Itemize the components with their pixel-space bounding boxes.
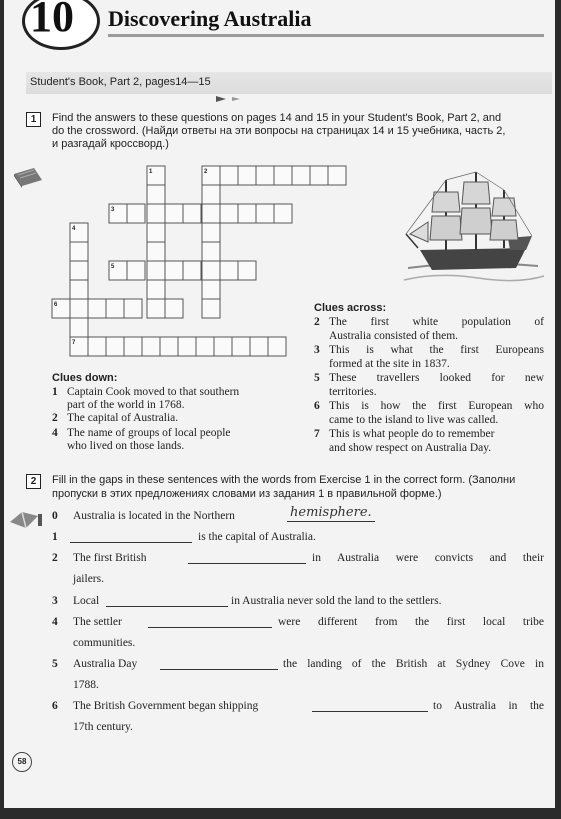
clue-number: 7	[314, 428, 320, 440]
answer-gap-5[interactable]	[160, 669, 278, 670]
clue-number: 4	[52, 427, 58, 439]
sentence-6-cont: 17th century.	[73, 721, 133, 733]
answer-gap-4[interactable]	[148, 627, 272, 628]
sentence-number: 4	[52, 616, 58, 628]
clue-text: This is how the first European who	[329, 400, 544, 412]
exercise-2-instruction-line-2: пропуски в этих предложениях словами из задания 1 в правильной форме.)	[52, 488, 442, 500]
exercise-1-instruction-line-1: Find the answers to these questions on pages 14 and 15 in your Student's Book, Part 2, and	[52, 112, 502, 124]
book-reference: Student's Book, Part 2, pages14—15	[30, 76, 211, 88]
clue-number: 6	[314, 400, 320, 412]
clue-text: The capital of Australia.	[67, 412, 179, 424]
sentence-text: to Australia in the	[433, 700, 544, 712]
sentence-text: were different from the first local tribe	[278, 616, 544, 628]
sentence-text: The British Government began shipping	[73, 700, 259, 712]
clues-across-heading: Clues across:	[314, 302, 387, 314]
clue-text: Australia consisted of them.	[329, 330, 459, 342]
answer-gap-3[interactable]	[106, 606, 228, 607]
crossword-number-4: 4	[72, 226, 76, 232]
clue-number: 5	[314, 372, 320, 384]
exercise-1-instruction-line-2: do the crossword. (Найди ответы на эти вопросы на страницах 14 и 15 учебника, часть 2,	[52, 125, 506, 137]
clue-text: who lived on those lands.	[67, 440, 185, 452]
clue-number: 2	[52, 412, 58, 424]
answer-gap-0	[287, 521, 375, 522]
answer-gap-2[interactable]	[188, 563, 306, 564]
sentence-text: in Australia were convicts and their	[312, 552, 544, 564]
crossword-number-7: 7	[72, 340, 76, 346]
sentence-number: 5	[52, 658, 58, 670]
clue-number: 1	[52, 386, 58, 398]
clue-number: 2	[314, 316, 320, 328]
sentence-2-cont: jailers.	[73, 573, 104, 585]
crossword-number-3: 3	[111, 207, 115, 213]
crossword-number-1: 1	[149, 169, 153, 175]
answer-gap-6[interactable]	[312, 711, 428, 712]
crossword-number-5: 5	[111, 264, 115, 270]
sentence-number: 2	[52, 552, 58, 564]
unit-number: 10	[30, 0, 74, 41]
clue-text: This is what people do to remember	[329, 428, 495, 440]
clue-text: and show respect on Australia Day.	[329, 442, 492, 454]
sentence-number: 1	[52, 531, 58, 543]
clues-down-heading: Clues down:	[52, 372, 118, 384]
sentence-number: 6	[52, 700, 58, 712]
unit-title: Discovering Australia	[108, 6, 312, 31]
sentence-text: is the capital of Australia.	[198, 531, 316, 543]
clue-text: These travellers looked for new	[329, 372, 544, 384]
exercise-1-instruction-line-3: и разгадай кроссворд.)	[52, 138, 169, 150]
sentence-text: Australia Day	[73, 658, 138, 670]
clue-text: The name of groups of local people	[67, 427, 231, 439]
sentence-text: The settler	[73, 616, 122, 628]
answer-gap-1[interactable]	[70, 542, 192, 543]
crossword-number-6: 6	[54, 302, 58, 308]
sentence-text: The first British	[73, 552, 147, 564]
sailing-ship-illustration	[398, 168, 546, 306]
sentence-text: in Australia never sold the land to the settlers.	[231, 595, 442, 607]
sentence-text: Australia is located in the Northern	[73, 510, 235, 522]
clue-text: Captain Cook moved to that southern	[67, 386, 240, 398]
clue-text: part of the world in 1768.	[67, 399, 185, 411]
clue-text: territories.	[329, 386, 377, 398]
page-number: 58	[12, 752, 32, 772]
clue-number: 3	[314, 344, 320, 356]
sentence-number: 3	[52, 595, 58, 607]
example-answer: hemisphere.	[290, 505, 372, 520]
exercise-2-number: 2	[26, 474, 41, 489]
sentence-4-cont: communities.	[73, 637, 136, 649]
pencil-icon	[8, 508, 44, 530]
sentence-text: Local	[73, 595, 100, 607]
clue-text: This is what the first Europeans	[329, 344, 544, 356]
sentence-5-cont: 1788.	[73, 679, 99, 691]
exercise-2-instruction-line-1: Fill in the gaps in these sentences with the words from Exercise 1 in the correct form. (Заполни	[52, 474, 516, 486]
clue-text: formed at the site in 1837.	[329, 358, 450, 370]
sentence-number: 0	[52, 510, 58, 522]
sentence-text: the landing of the British at Sydney Cove in	[283, 658, 544, 670]
crossword-number-2: 2	[204, 169, 208, 175]
clue-text: came to the island to live was called.	[329, 414, 499, 426]
clue-text: The first white population of	[329, 316, 544, 328]
exercise-1-number: 1	[26, 112, 41, 127]
